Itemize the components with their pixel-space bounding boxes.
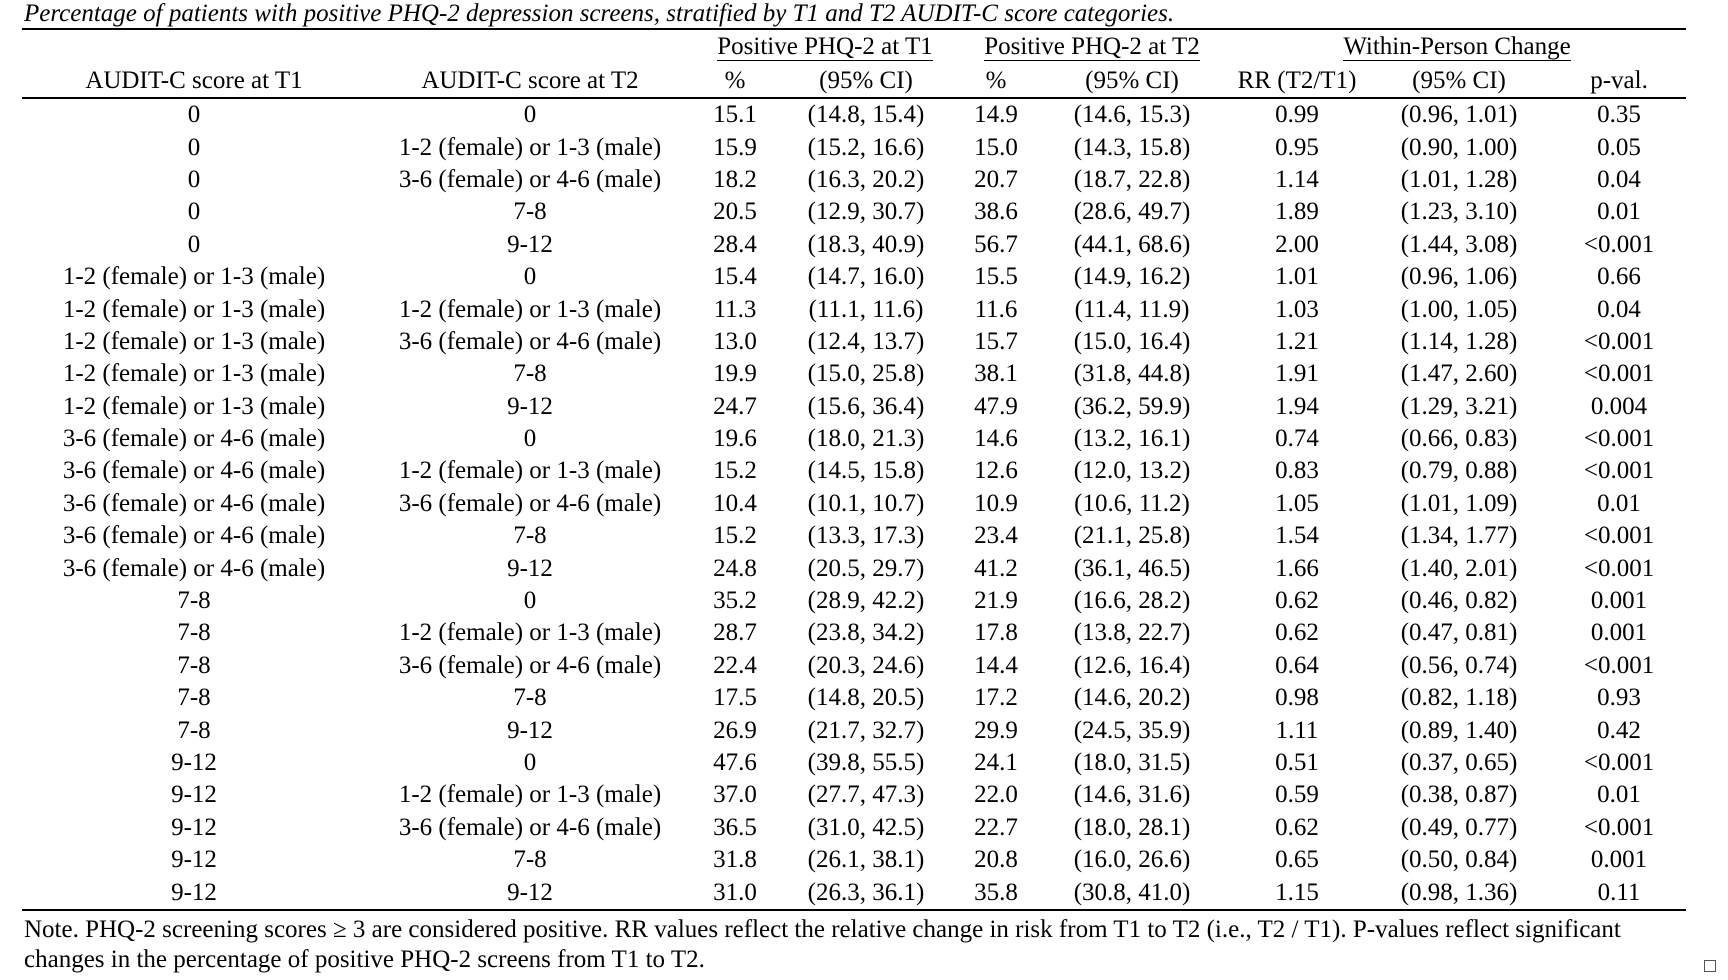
cell-pct-t1: 28.7 <box>713 619 757 647</box>
cell-ci-rr: (1.34, 1.77) <box>1400 522 1518 550</box>
cell-p-value: 0.42 <box>1597 716 1641 744</box>
cell-pct-t2: 17.2 <box>974 684 1018 712</box>
cell-pct-t2: 12.6 <box>974 457 1018 485</box>
cell-p-value: 0.01 <box>1597 781 1641 809</box>
cell-audit-t1: 3-6 (female) or 4-6 (male) <box>62 489 326 517</box>
cell-pct-t1: 11.3 <box>713 295 757 323</box>
cell-ci-rr: (0.82, 1.18) <box>1400 684 1518 712</box>
cell-audit-t2: 7-8 <box>513 360 547 388</box>
table-row <box>22 98 1686 131</box>
cell-ci-rr: (0.98, 1.36) <box>1366 876 1552 909</box>
cell-ci-t2: (13.8, 22.7) <box>1073 619 1191 647</box>
cell-audit-t1: 9-12 <box>171 781 217 809</box>
cell-audit-t1: 1-2 (female) or 1-3 (male) <box>62 327 326 355</box>
cell-ci-t2: (14.6, 15.3) <box>1073 101 1191 129</box>
cell-ci-t1: (12.9, 30.7) <box>807 198 925 226</box>
cell-ci-rr: (0.46, 0.82) <box>1400 587 1518 615</box>
cell-ci-t2: (31.8, 44.8) <box>1073 360 1191 388</box>
cell-ci-t2: (10.6, 11.2) <box>1074 489 1190 517</box>
col-header-ci-rr: (95% CI) <box>1366 64 1552 98</box>
cell-rr: 1.15 <box>1228 876 1366 909</box>
cell-ci-rr: (1.23, 3.10) <box>1400 198 1518 226</box>
cell-rr: 0.62 <box>1275 619 1319 647</box>
cell-ci-t2: (12.0, 13.2) <box>1073 457 1191 485</box>
cell-rr: 0.99 <box>1275 101 1319 129</box>
cell-p-value: 0.66 <box>1597 263 1641 291</box>
table-body <box>22 98 1686 910</box>
cell-ci-rr: (0.49, 0.77) <box>1400 813 1518 841</box>
table-row <box>22 455 1686 487</box>
cell-audit-t2: 0 <box>523 263 537 291</box>
cell-pct-t2: 20.7 <box>974 165 1018 193</box>
cell-rr: 1.66 <box>1275 554 1319 582</box>
cell-rr: 0.62 <box>1275 813 1319 841</box>
cell-rr: 0.98 <box>1275 684 1319 712</box>
cell-p-value: <0.001 <box>1583 425 1655 453</box>
table-row <box>22 196 1686 228</box>
cell-pct-t2: 38.6 <box>974 198 1018 226</box>
cell-rr: 0.83 <box>1275 457 1319 485</box>
table-row <box>22 617 1686 649</box>
cell-p-value: 0.93 <box>1597 684 1641 712</box>
table-caption: Percentage of patients with positive PHQ-2 depression screens, stratified by T1 and T2 AUDIT-C score categories. <box>24 0 1175 27</box>
cell-ci-t2: (28.6, 49.7) <box>1073 198 1191 226</box>
col-header-ci-t1: (95% CI) <box>776 64 956 98</box>
cell-ci-t1: (12.4, 13.7) <box>807 327 925 355</box>
col-header-pct-t1: % <box>694 64 776 98</box>
cell-ci-rr: (0.96, 1.01) <box>1400 101 1518 129</box>
cell-ci-t1: (23.8, 34.2) <box>807 619 925 647</box>
cell-ci-rr: (1.01, 1.28) <box>1400 165 1518 193</box>
table-row <box>22 423 1686 455</box>
cell-ci-t1: (18.0, 21.3) <box>807 425 925 453</box>
cell-ci-t2: (15.0, 16.4) <box>1073 327 1191 355</box>
cell-p-value: 0.001 <box>1590 846 1648 874</box>
cell-ci-t2: (16.0, 26.6) <box>1073 846 1191 874</box>
cell-ci-t1: (10.1, 10.7) <box>807 489 925 517</box>
table-row <box>22 552 1686 584</box>
cell-rr: 0.51 <box>1275 749 1319 776</box>
cell-pct-t2: 20.8 <box>974 846 1018 874</box>
cell-audit-t1: 0 <box>187 133 201 161</box>
cell-ci-rr: (0.66, 0.83) <box>1400 425 1518 453</box>
cell-ci-t2: (36.1, 46.5) <box>1073 554 1191 582</box>
cell-ci-t2: (36.2, 59.9) <box>1073 392 1191 420</box>
cell-ci-t1: (20.3, 24.6) <box>807 651 925 679</box>
cell-audit-t1: 7-8 <box>177 587 211 615</box>
cell-pct-t2: 56.7 <box>974 230 1018 258</box>
cell-pct-t1: 20.5 <box>713 198 757 226</box>
cell-ci-t1: (27.7, 47.3) <box>807 781 925 809</box>
cell-ci-t1: (28.9, 42.2) <box>807 587 925 615</box>
cell-audit-t1: 3-6 (female) or 4-6 (male) <box>62 425 326 453</box>
cell-ci-t1: (20.5, 29.7) <box>807 554 925 582</box>
cell-pct-t2: 14.9 <box>974 101 1018 129</box>
cell-audit-t2: 3-6 (female) or 4-6 (male) <box>398 813 662 841</box>
table-row <box>22 844 1686 876</box>
cell-rr: 0.65 <box>1275 846 1319 874</box>
cell-p-value: 0.35 <box>1597 101 1641 129</box>
cell-pct-t2: 38.1 <box>974 360 1018 388</box>
table-row <box>22 520 1686 552</box>
cell-pct-t2: 21.9 <box>974 587 1018 615</box>
cell-p-value: <0.001 <box>1583 813 1655 841</box>
cell-pct-t1: 10.4 <box>713 489 757 517</box>
cell-p-value: <0.001 <box>1583 522 1655 550</box>
cell-pct-t2: 22.0 <box>974 781 1018 809</box>
col-header-ci-t2: (95% CI) <box>1036 64 1228 98</box>
cell-audit-t2: 9-12 <box>507 554 553 582</box>
cell-pct-t2: 23.4 <box>974 522 1018 550</box>
cell-ci-t2: (18.0, 28.1) <box>1073 813 1191 841</box>
cell-audit-t2: 0 <box>523 101 537 129</box>
cell-rr: 0.62 <box>1275 587 1319 615</box>
cell-rr: 0.59 <box>1275 781 1319 809</box>
cell-ci-rr: (0.38, 0.87) <box>1400 781 1518 809</box>
table-row <box>22 229 1686 261</box>
cell-ci-t1: (16.3, 20.2) <box>807 165 925 193</box>
cell-audit-t1: 1-2 (female) or 1-3 (male) <box>62 263 326 291</box>
cell-ci-t1: (31.0, 42.5) <box>807 813 925 841</box>
cell-ci-rr: (0.90, 1.00) <box>1400 133 1518 161</box>
cell-p-value: 0.001 <box>1590 619 1648 647</box>
cell-ci-t2: (14.6, 20.2) <box>1073 684 1191 712</box>
cell-ci-t2: (13.2, 16.1) <box>1073 425 1191 453</box>
cell-p-value: 0.004 <box>1590 392 1648 420</box>
cell-pct-t2: 35.8 <box>956 876 1036 909</box>
cell-ci-t1: (14.7, 16.0) <box>807 263 925 291</box>
cell-audit-t1: 7-8 <box>177 619 211 647</box>
cell-ci-rr: (0.50, 0.84) <box>1400 846 1518 874</box>
table-row <box>22 812 1686 844</box>
cell-pct-t1: 17.5 <box>713 684 757 712</box>
cell-pct-t1: 35.2 <box>713 587 757 615</box>
table-row <box>22 358 1686 390</box>
cell-ci-t2: (12.6, 16.4) <box>1073 651 1191 679</box>
cell-pct-t1: 15.2 <box>713 457 757 485</box>
cell-audit-t2: 9-12 <box>366 876 694 909</box>
cell-ci-t2: (14.3, 15.8) <box>1073 133 1191 161</box>
cell-p-value: <0.001 <box>1583 360 1655 388</box>
cell-pct-t2: 15.7 <box>974 327 1018 355</box>
cell-rr: 1.03 <box>1275 295 1319 323</box>
cell-rr: 1.05 <box>1275 489 1319 517</box>
cell-p-value: <0.001 <box>1583 651 1655 679</box>
cell-rr: 1.14 <box>1275 165 1319 193</box>
cell-audit-t2: 7-8 <box>513 522 547 550</box>
cell-rr: 1.01 <box>1275 263 1319 291</box>
cell-ci-t1: (14.8, 20.5) <box>807 684 925 712</box>
cell-pct-t1: 24.7 <box>713 392 757 420</box>
col-header-audit-t1: AUDIT-C score at T1 <box>22 64 366 98</box>
cell-rr: 1.89 <box>1275 198 1319 226</box>
col-header-p: p-val. <box>1552 64 1686 98</box>
cell-audit-t1: 7-8 <box>177 684 211 712</box>
header-group-t1: Positive PHQ-2 at T1 <box>694 29 956 64</box>
cell-ci-t2: (16.6, 28.2) <box>1073 587 1191 615</box>
cell-pct-t2: 29.9 <box>974 716 1018 744</box>
cell-pct-t2: 17.8 <box>974 619 1018 647</box>
cell-pct-t2: 14.6 <box>974 425 1018 453</box>
cell-audit-t1: 1-2 (female) or 1-3 (male) <box>62 295 326 323</box>
table-row <box>22 326 1686 358</box>
cell-pct-t1: 31.0 <box>694 876 776 909</box>
cell-pct-t1: 19.9 <box>713 360 757 388</box>
header-group-t2: Positive PHQ-2 at T2 <box>956 29 1228 64</box>
cell-audit-t2: 1-2 (female) or 1-3 (male) <box>398 619 662 647</box>
col-header-rr: RR (T2/T1) <box>1228 64 1366 98</box>
cell-ci-t1: (14.8, 15.4) <box>807 101 925 129</box>
cell-p-value: <0.001 <box>1583 554 1655 582</box>
cell-pct-t1: 31.8 <box>713 846 757 874</box>
cell-ci-t2: (21.1, 25.8) <box>1073 522 1191 550</box>
table-row <box>22 747 1686 779</box>
cell-rr: 2.00 <box>1275 230 1319 258</box>
cell-audit-t1: 7-8 <box>177 651 211 679</box>
cell-pct-t2: 10.9 <box>974 489 1018 517</box>
cell-pct-t2: 41.2 <box>974 554 1018 582</box>
header-spacer <box>22 29 366 64</box>
cell-audit-t2: 0 <box>523 425 537 453</box>
table-row <box>22 261 1686 293</box>
table-document <box>22 0 1686 975</box>
col-header-audit-t2: AUDIT-C score at T2 <box>366 64 694 98</box>
cell-audit-t1: 9-12 <box>171 813 217 841</box>
cell-ci-t1: (13.3, 17.3) <box>807 522 925 550</box>
results-table <box>22 28 1686 911</box>
cell-rr: 1.91 <box>1275 360 1319 388</box>
cell-p-value: <0.001 <box>1583 327 1655 355</box>
cell-pct-t2: 15.5 <box>974 263 1018 291</box>
cell-audit-t2: 9-12 <box>507 230 553 258</box>
cell-audit-t2: 0 <box>523 587 537 615</box>
table-row <box>22 876 1686 909</box>
cell-rr: 0.95 <box>1275 133 1319 161</box>
header-group-change: Within-Person Change <box>1228 29 1686 64</box>
cell-ci-t1: (15.6, 36.4) <box>807 392 925 420</box>
cell-pct-t1: 37.0 <box>713 781 757 809</box>
cell-p-value: 0.11 <box>1552 876 1686 909</box>
cell-audit-t2: 9-12 <box>507 716 553 744</box>
cell-audit-t1: 9-12 <box>22 876 366 909</box>
cell-ci-t2: (44.1, 68.6) <box>1073 230 1191 258</box>
cell-ci-t2: (24.5, 35.9) <box>1073 716 1191 744</box>
cell-audit-t2: 3-6 (female) or 4-6 (male) <box>398 651 662 679</box>
cell-pct-t2: 15.0 <box>974 133 1018 161</box>
cell-rr: 1.21 <box>1275 327 1319 355</box>
cell-p-value: <0.001 <box>1583 230 1655 258</box>
cell-audit-t1: 7-8 <box>177 716 211 744</box>
cell-audit-t1: 0 <box>187 101 201 129</box>
cell-audit-t1: 0 <box>187 230 201 258</box>
cell-p-value: 0.01 <box>1597 198 1641 226</box>
table-row <box>22 164 1686 196</box>
cell-audit-t1: 9-12 <box>171 846 217 874</box>
cell-pct-t1: 13.0 <box>713 327 757 355</box>
cell-ci-rr: (0.79, 0.88) <box>1400 457 1518 485</box>
table-note: Note. PHQ-2 screening scores ≥ 3 are considered positive. RR values reflect the relative change in risk from T1 to T2 (i.e., T2 / T1). P-values reflect significant changes in the percentage of positive PHQ-2 screens from T1 to T2. <box>24 915 1621 973</box>
cell-ci-t1: (39.8, 55.5) <box>807 749 925 776</box>
cell-pct-t1: 15.4 <box>713 263 757 291</box>
cell-ci-t1: (21.7, 32.7) <box>807 716 925 744</box>
cell-pct-t1: 19.6 <box>713 425 757 453</box>
cell-pct-t1: 15.9 <box>713 133 757 161</box>
cell-audit-t1: 1-2 (female) or 1-3 (male) <box>62 392 326 420</box>
cell-audit-t2: 7-8 <box>513 846 547 874</box>
cell-audit-t2: 1-2 (female) or 1-3 (male) <box>398 457 662 485</box>
cell-audit-t2: 7-8 <box>513 684 547 712</box>
cell-audit-t1: 1-2 (female) or 1-3 (male) <box>62 360 326 388</box>
cell-audit-t1: 3-6 (female) or 4-6 (male) <box>62 554 326 582</box>
cell-ci-rr: (1.01, 1.09) <box>1400 489 1518 517</box>
corner-box-icon <box>1704 960 1716 972</box>
cell-pct-t2: 47.9 <box>974 392 1018 420</box>
cell-ci-rr: (1.47, 2.60) <box>1400 360 1518 388</box>
cell-ci-rr: (0.37, 0.65) <box>1400 749 1518 776</box>
cell-audit-t1: 3-6 (female) or 4-6 (male) <box>62 457 326 485</box>
cell-audit-t2: 3-6 (female) or 4-6 (male) <box>398 327 662 355</box>
cell-pct-t1: 28.4 <box>713 230 757 258</box>
cell-ci-t1: (18.3, 40.9) <box>807 230 925 258</box>
header-group-row <box>22 29 1686 64</box>
cell-pct-t1: 26.9 <box>713 716 757 744</box>
cell-ci-rr: (0.47, 0.81) <box>1400 619 1518 647</box>
cell-audit-t1: 0 <box>187 165 201 193</box>
cell-pct-t2: 24.1 <box>974 749 1018 776</box>
cell-pct-t1: 47.6 <box>713 749 757 776</box>
cell-audit-t2: 0 <box>523 749 537 776</box>
cell-ci-rr: (1.40, 2.01) <box>1400 554 1518 582</box>
cell-pct-t2: 11.6 <box>974 295 1018 323</box>
cell-ci-rr: (0.96, 1.06) <box>1400 263 1518 291</box>
cell-audit-t2: 7-8 <box>513 198 547 226</box>
cell-ci-rr: (0.89, 1.40) <box>1400 716 1518 744</box>
cell-ci-t2: (14.9, 16.2) <box>1073 263 1191 291</box>
cell-audit-t2: 1-2 (female) or 1-3 (male) <box>398 781 662 809</box>
cell-rr: 1.54 <box>1275 522 1319 550</box>
cell-audit-t1: 0 <box>187 198 201 226</box>
table-row <box>22 488 1686 520</box>
cell-ci-t2: (14.6, 31.6) <box>1073 781 1191 809</box>
cell-ci-rr: (1.00, 1.05) <box>1400 295 1518 323</box>
cell-audit-t2: 1-2 (female) or 1-3 (male) <box>398 295 662 323</box>
cell-ci-t2: (11.4, 11.9) <box>1074 295 1190 323</box>
cell-p-value: 0.05 <box>1597 133 1641 161</box>
table-row <box>22 391 1686 423</box>
cell-ci-rr: (1.44, 3.08) <box>1400 230 1518 258</box>
cell-ci-t1: (15.0, 25.8) <box>807 360 925 388</box>
table-row <box>22 585 1686 617</box>
cell-ci-t2: (18.0, 31.5) <box>1073 749 1191 776</box>
cell-p-value: <0.001 <box>1583 457 1655 485</box>
cell-pct-t1: 15.1 <box>713 101 757 129</box>
header-column-row <box>22 64 1686 98</box>
cell-pct-t1: 18.2 <box>713 165 757 193</box>
cell-p-value: 0.001 <box>1590 587 1648 615</box>
cell-ci-t1: (26.1, 38.1) <box>807 846 925 874</box>
table-row <box>22 650 1686 682</box>
cell-ci-t2: (30.8, 41.0) <box>1036 876 1228 909</box>
table-row <box>22 293 1686 325</box>
cell-p-value: 0.04 <box>1597 165 1641 193</box>
header-spacer <box>366 29 694 64</box>
cell-ci-rr: (1.14, 1.28) <box>1400 327 1518 355</box>
cell-audit-t1: 3-6 (female) or 4-6 (male) <box>62 522 326 550</box>
cell-pct-t1: 24.8 <box>713 554 757 582</box>
cell-ci-t2: (18.7, 22.8) <box>1073 165 1191 193</box>
table-row <box>22 779 1686 811</box>
cell-pct-t1: 22.4 <box>713 651 757 679</box>
cell-ci-t1: (11.1, 11.6) <box>808 295 924 323</box>
cell-audit-t2: 9-12 <box>507 392 553 420</box>
cell-rr: 0.74 <box>1275 425 1319 453</box>
cell-p-value: 0.01 <box>1597 489 1641 517</box>
table-row <box>22 714 1686 746</box>
cell-p-value: 0.04 <box>1597 295 1641 323</box>
cell-audit-t2: 3-6 (female) or 4-6 (male) <box>398 489 662 517</box>
cell-audit-t2: 1-2 (female) or 1-3 (male) <box>398 133 662 161</box>
cell-pct-t2: 22.7 <box>974 813 1018 841</box>
cell-rr: 1.11 <box>1275 716 1319 744</box>
cell-pct-t1: 15.2 <box>713 522 757 550</box>
cell-ci-rr: (1.29, 3.21) <box>1400 392 1518 420</box>
cell-audit-t2: 3-6 (female) or 4-6 (male) <box>398 165 662 193</box>
table-row <box>22 131 1686 163</box>
cell-ci-t1: (26.3, 36.1) <box>776 876 956 909</box>
cell-p-value: <0.001 <box>1583 749 1655 776</box>
cell-pct-t1: 36.5 <box>713 813 757 841</box>
cell-rr: 1.94 <box>1275 392 1319 420</box>
cell-audit-t1: 9-12 <box>171 749 217 776</box>
cell-ci-rr: (0.56, 0.74) <box>1400 651 1518 679</box>
cell-pct-t2: 14.4 <box>974 651 1018 679</box>
cell-rr: 0.64 <box>1275 651 1319 679</box>
cell-ci-t1: (14.5, 15.8) <box>807 457 925 485</box>
cell-ci-t1: (15.2, 16.6) <box>807 133 925 161</box>
table-row <box>22 682 1686 714</box>
col-header-pct-t2: % <box>956 64 1036 98</box>
